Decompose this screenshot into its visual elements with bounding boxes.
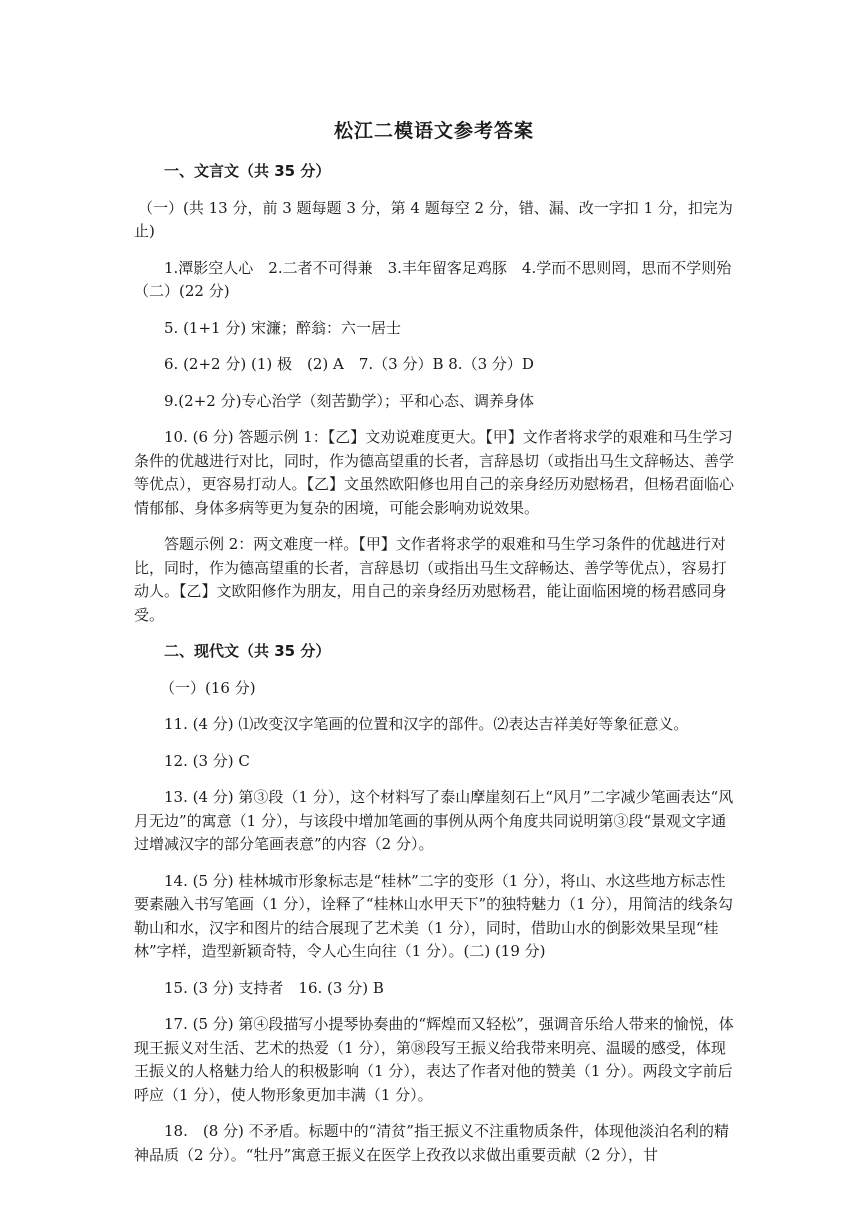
answer-q9: 9.(2+2 分)专心治学（刻苦勤学）；平和心态、调养身体	[164, 391, 534, 410]
answer-content	[134, 160, 740, 1167]
section-heading-modern: 二、现代文（共 35 分）	[164, 642, 331, 660]
subsection-heading: （一）(16 分)	[160, 678, 256, 697]
answer-q5: 5. (1+1 分) 宋濂；醉翁：六一居士	[164, 318, 401, 337]
section-heading-classical: 一、文言文（共 35 分）	[164, 162, 331, 180]
answer-q17: 17. (5 分) 第④段描写小提琴协奏曲的“辉煌而又轻松”，强调音乐给人带来的愉悦，体现王振义对生活、艺术的热爱（1 分），第⑱段写王振义给我带来明亮、温暖的感受，体现王振义的人格魅力给人的积极影响（1 分），表达了作者对他的赞美（1 分）。两段文字前后呼应（1 分），使人物形象更加丰满（1 分）。	[134, 1015, 734, 1104]
answer-q14: 14. (5 分) 桂林城市形象标志是“桂林”二字的变形（1 分），将山、水这些地方标志性要素融入书写笔画（1 分），诠释了“桂林山水甲天下”的独特魅力（1 分），用简洁的线条勾勒山和水，汉字和图片的结合展现了艺术美（1 分），同时，借助山水的倒影效果呈现“桂林”字样，造型新颖奇特，令人心生向往（1 分）。(二) (19 分)	[134, 871, 733, 960]
subsection-intro: （一）(共 13 分，前 3 题每题 3 分，第 4 题每空 2 分，错、漏、改一字扣 1 分，扣完为止)	[134, 198, 733, 240]
answer-q11: 11. (4 分) ⑴改变汉字笔画的位置和汉字的部件。⑵表达吉祥美好等象征意义。	[164, 715, 689, 733]
answer-q15-16: 15. (3 分) 支持者 16. (3 分) B	[164, 978, 384, 997]
answer-q13: 13. (4 分) 第③段（1 分），这个材料写了泰山摩崖刻石上“风月”二字减少笔画表达“风月无边”的寓意（1 分），与该段中增加笔画的事例从两个角度共同说明第③段“景观文字通过增减汉字的部分笔画表意”的内容（2 分）。	[134, 788, 734, 853]
answer-q18: 18. (8 分) 不矛盾。标题中的“清贫”指王振义不注重物质条件，体现他淡泊名利的精神品质（2 分）。“牡丹”寓意王振义在医学上孜孜以求做出重要贡献（2 分），甘	[134, 1122, 729, 1164]
answer-q1-4: 1.潭影空人心 2.二者不可得兼 3.丰年留客足鸡豚 4.学而不思则罔，思而不学则殆（二）(22 分)	[134, 258, 732, 300]
answer-q12: 12. (3 分) C	[164, 751, 250, 770]
page-title: 松江二模语文参考答案	[333, 120, 534, 142]
answer-q10-example1: 10. (6 分) 答题示例 1：【乙】文劝说难度更大。【甲】文作者将求学的艰难和马生学习条件的优越进行对比，同时，作为德高望重的长者，言辞恳切（或指出马生文辞畅达、善学等优点），更容易打动人。【乙】文虽然欧阳修也用自己的亲身经历劝慰杨君，但杨君面临心情郁郁、身体多病等更为复杂的困境，可能会影响劝说效果。	[134, 428, 735, 517]
answer-q6-8: 6. (2+2 分) (1) 极 (2) A 7.（3 分）B 8.（3 分）D	[164, 355, 534, 373]
answer-q10-example2: 答题示例 2：两文难度一样。【甲】文作者将求学的艰难和马生学习条件的优越进行对比，同时，作为德高望重的长者，言辞恳切（或指出马生文辞畅达、善学等优点），容易打动人。【乙】文欧阳修作为朋友，用自己的亲身经历劝慰杨君，能让面临困境的杨君感同身受。	[134, 535, 727, 624]
